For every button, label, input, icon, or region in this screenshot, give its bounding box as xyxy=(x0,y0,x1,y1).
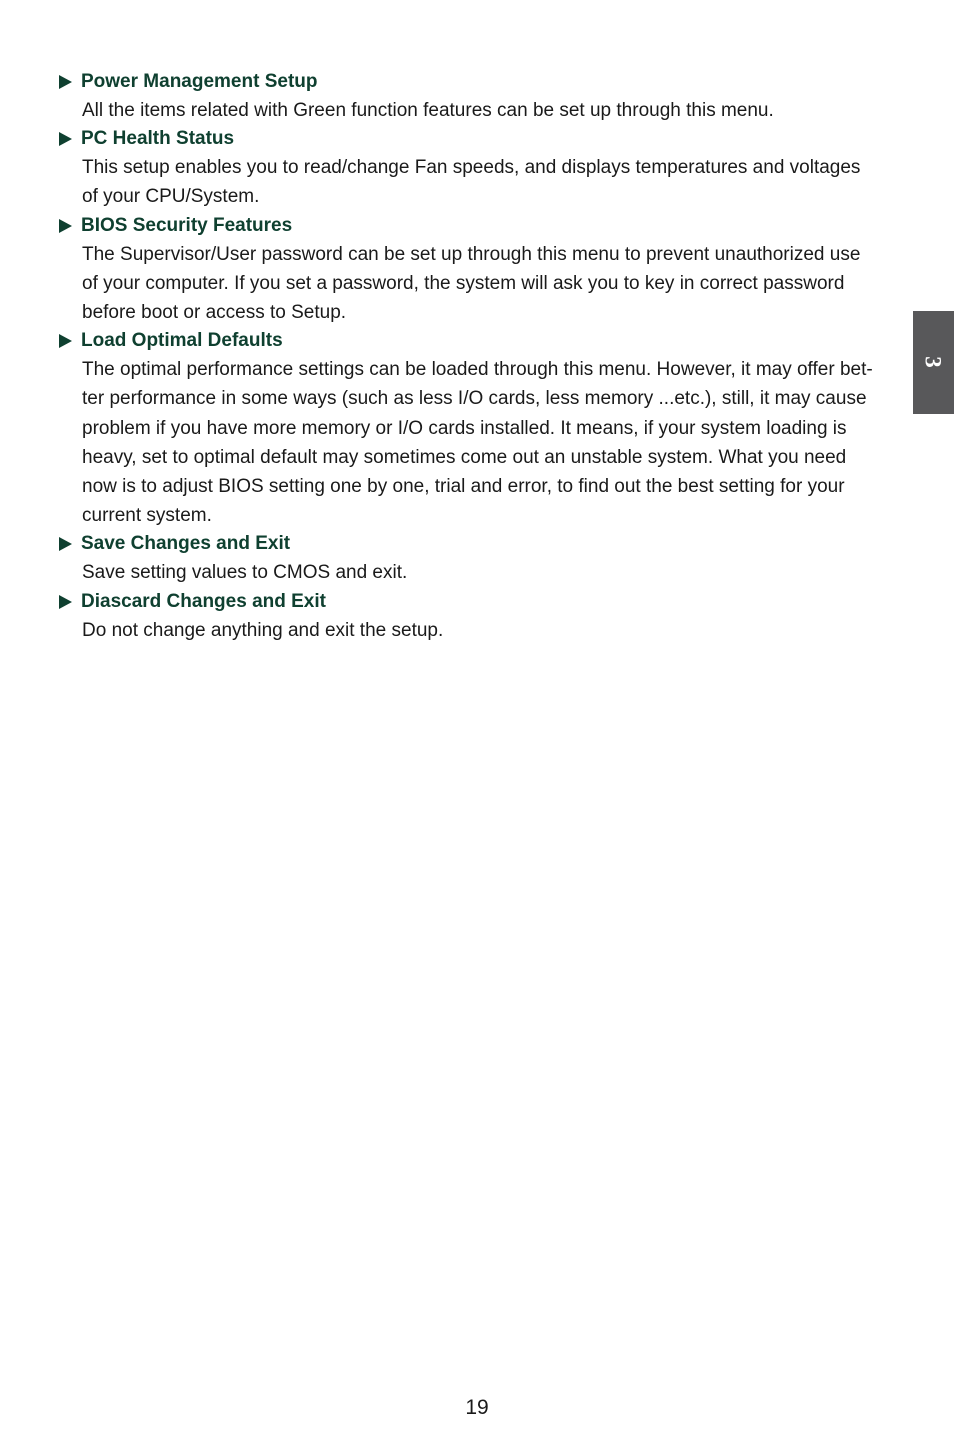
body-line: All the items related with Green function features can be set up through this menu. xyxy=(82,100,774,121)
section-heading xyxy=(58,125,898,153)
body-line: Do not change anything and exit the setup. xyxy=(82,619,444,641)
body-line: This setup enables you to read/change Fan speeds, and displays temperatures and voltages xyxy=(82,157,861,179)
section-save-changes-and-exit xyxy=(58,530,898,587)
section-body xyxy=(82,153,898,211)
arrow-right-icon xyxy=(59,537,72,551)
section-heading xyxy=(58,588,898,616)
body-line: problem if you have more memory or I/O cards installed. It means, if your system loading is xyxy=(82,417,847,439)
section-heading xyxy=(58,212,898,240)
arrow-right-icon xyxy=(59,219,72,233)
arrow-right-icon xyxy=(59,334,72,348)
body-line: current system. xyxy=(82,505,212,527)
section-heading-text: BIOS Security Features xyxy=(81,214,293,236)
body-line: now is to adjust BIOS setting one by one, trial and error, to find out the best setting for your xyxy=(82,476,845,498)
body-line: heavy, set to optimal default may sometimes come out an unstable system. What you need xyxy=(82,446,847,468)
section-heading-text: Load Optimal Defaults xyxy=(81,330,283,352)
arrow-right-icon xyxy=(59,75,72,89)
section-heading xyxy=(58,68,898,96)
body-line: The Supervisor/User password can be set up through this menu to prevent unauthorized use xyxy=(82,243,861,265)
section-heading-text: Save Changes and Exit xyxy=(81,533,291,555)
section-heading-text: Diascard Changes and Exit xyxy=(81,590,326,612)
section-bios-security-features xyxy=(58,212,898,328)
page-number: 19 xyxy=(465,1396,489,1419)
body-line: of your computer. If you set a password, the system will ask you to key in correct password xyxy=(82,272,845,294)
body-line: The optimal performance settings can be loaded through this menu. However, it may offer bet- xyxy=(82,359,873,381)
section-body xyxy=(82,355,898,530)
body-line: of your CPU/System. xyxy=(82,186,260,208)
section-load-optimal-defaults xyxy=(58,327,898,530)
body-line: before boot or access to Setup. xyxy=(82,302,347,324)
section-heading-text: PC Health Status xyxy=(81,128,235,150)
section-body xyxy=(82,240,898,328)
chapter-tab-label: 3 xyxy=(920,356,946,368)
body-line: Save setting values to CMOS and exit. xyxy=(82,562,408,584)
section-pc-health-status xyxy=(58,125,898,211)
section-body xyxy=(82,558,898,587)
section-body xyxy=(82,616,898,645)
document-content xyxy=(58,68,898,645)
section-heading xyxy=(58,327,898,355)
section-heading xyxy=(58,530,898,558)
body-line: ter performance in some ways (such as less I/O cards, less memory ...etc.), still, it may cause xyxy=(82,388,867,410)
section-discard-changes-and-exit xyxy=(58,588,898,645)
arrow-right-icon xyxy=(59,132,72,146)
section-heading-text: Power Management Setup xyxy=(81,71,318,92)
chapter-tab xyxy=(913,311,954,414)
section-body xyxy=(82,96,898,125)
section-power-management-setup xyxy=(58,68,898,125)
arrow-right-icon xyxy=(59,595,72,609)
